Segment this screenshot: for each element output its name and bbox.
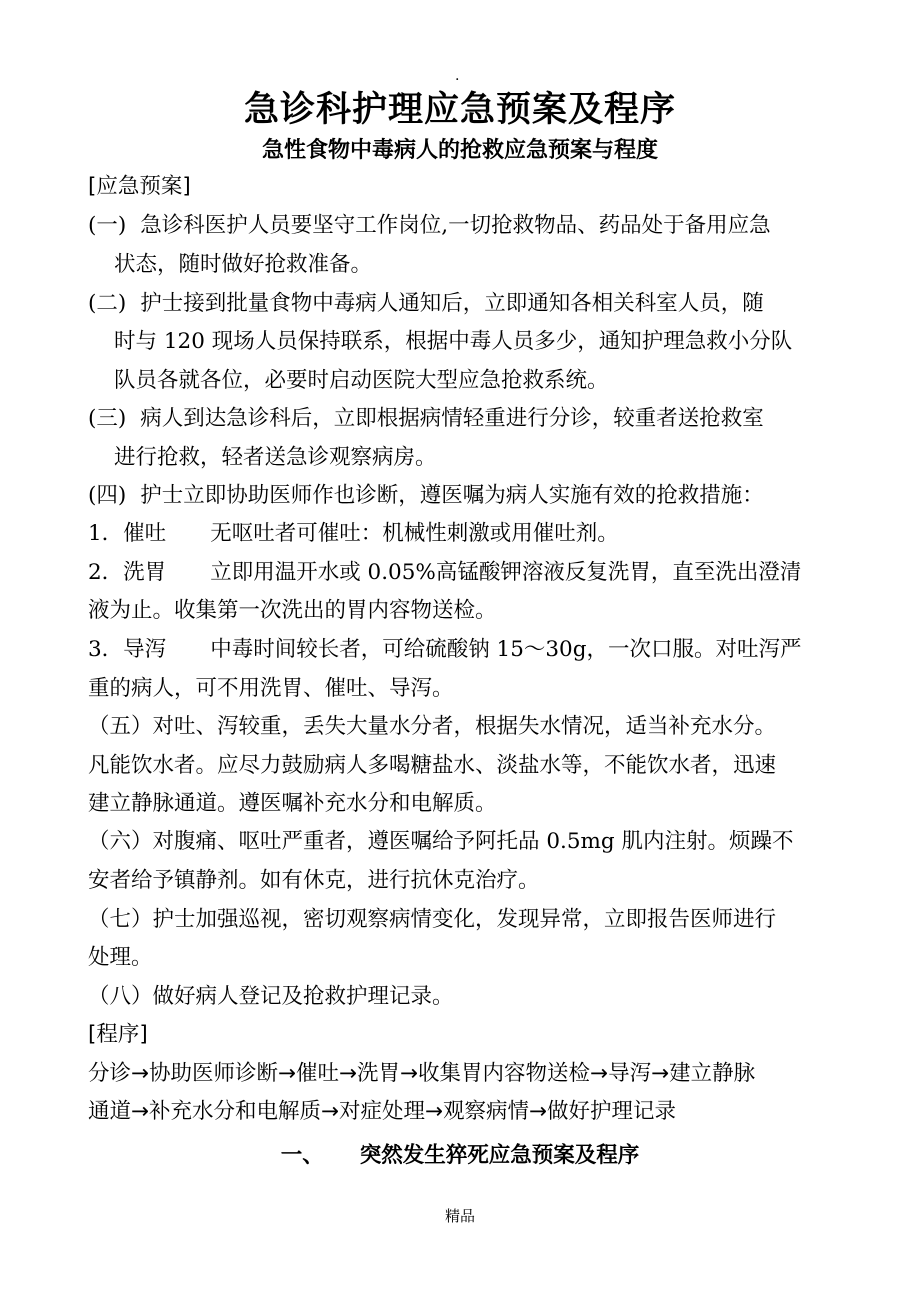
plan-item-1-line-2: 状态，随时做好抢救准备。 (114, 252, 373, 277)
plan-item-2-number: (二) (88, 291, 127, 316)
procedure-line-1: 分诊→协助医师诊断→催吐→洗胃→收集胃内容物送检→导泻→建立静脉 (88, 1061, 756, 1086)
next-section-heading (0, 1138, 920, 1169)
procedure-line-2: 通道→补充水分和电解质→对症处理→观察病情→做好护理记录 (88, 1099, 677, 1124)
plan-item-3-number: (三) (88, 406, 127, 431)
step-2-line-2: 液为止。收集第一次洗出的胃内容物送检。 (88, 598, 497, 623)
document-subtitle: 急性食物中毒病人的抢救应急预案与程度 (261, 138, 658, 163)
plan-item-7-line-2: 处理。 (88, 945, 153, 970)
step-3-text: 中毒时间较长者，可给硫酸钠 15～30g，一次口服。对吐泻严 (210, 637, 802, 662)
plan-item-6-line-2: 安者给予镇静剂。如有休克，进行抗休克治疗。 (88, 868, 540, 893)
step-3-line-1 (88, 635, 802, 665)
plan-item-3-line-2: 进行抢救，轻者送急诊观察病房。 (114, 445, 437, 470)
step-2-line-1 (88, 558, 801, 588)
step-3-label: 3．导泻 (88, 637, 167, 662)
plan-item-2-line-2: 时与 120 现场人员保持联系，根据中毒人员多少，通知护理急救小分队 (114, 329, 793, 354)
plan-item-3-text: 病人到达急诊科后，立即根据病情轻重进行分诊，较重者送抢救室 (140, 406, 764, 431)
procedure-heading: [程序] (88, 1022, 148, 1047)
plan-item-8-line-1: （八）做好病人登记及抢救护理记录。 (88, 984, 454, 1009)
next-section-title: 突然发生猝死应急预案及程序 (359, 1143, 640, 1168)
plan-item-7-line-1: （七）护士加强巡视，密切观察病情变化，发现异常，立即报告医师进行 (88, 907, 777, 932)
plan-item-2-text: 护士接到批量食物中毒病人通知后，立即通知各相关科室人员，随 (140, 291, 764, 316)
step-2-text: 立即用温开水或 0.05%高锰酸钾溶液反复洗胃，直至洗出澄清 (210, 560, 802, 585)
plan-item-3-line-1 (88, 404, 764, 434)
plan-item-2-line-3: 队员各就各位，必要时启动医院大型应急抢救系统。 (114, 368, 609, 393)
next-section-number: 一、 (280, 1143, 324, 1168)
plan-item-5-line-2: 凡能饮水者。应尽力鼓励病人多喝糖盐水、淡盐水等，不能饮水者，迅速 (88, 753, 777, 778)
plan-item-5-line-3: 建立静脉通道。遵医嘱补充水分和电解质。 (88, 791, 497, 816)
header-dot: . (455, 68, 460, 84)
plan-item-2-line-1 (88, 289, 764, 319)
page-footer: 精品 (444, 1207, 475, 1225)
plan-heading: [应急预案] (88, 174, 191, 199)
plan-item-1-number: (一) (88, 213, 127, 238)
step-1-line (88, 519, 619, 549)
step-2-label: 2．洗胃 (88, 560, 167, 585)
plan-item-4-number: (四) (88, 483, 127, 508)
plan-item-1-text: 急诊科医护人员要坚守工作岗位,一切抢救物品、药品处于备用应急 (140, 213, 771, 238)
step-1-label: 1．催吐 (88, 521, 167, 546)
plan-item-4-line-1 (88, 481, 764, 511)
step-3-line-2: 重的病人，可不用洗胃、催吐、导泻。 (88, 676, 454, 701)
step-1-text: 无呕吐者可催吐：机械性刺激或用催吐剂。 (210, 521, 619, 546)
plan-item-5-line-1: （五）对吐、泻较重，丢失大量水分者，根据失水情况，适当补充水分。 (88, 714, 777, 739)
plan-item-6-line-1: （六）对腹痛、呕吐严重者，遵医嘱给予阿托品 0.5mg 肌内注射。烦躁不 (88, 829, 794, 854)
plan-item-1-line-1 (88, 211, 771, 241)
document-title: 急诊科护理应急预案及程序 (243, 90, 676, 130)
plan-item-4-text: 护士立即协助医师作也诊断，遵医嘱为病人实施有效的抢救措施： (140, 483, 764, 508)
